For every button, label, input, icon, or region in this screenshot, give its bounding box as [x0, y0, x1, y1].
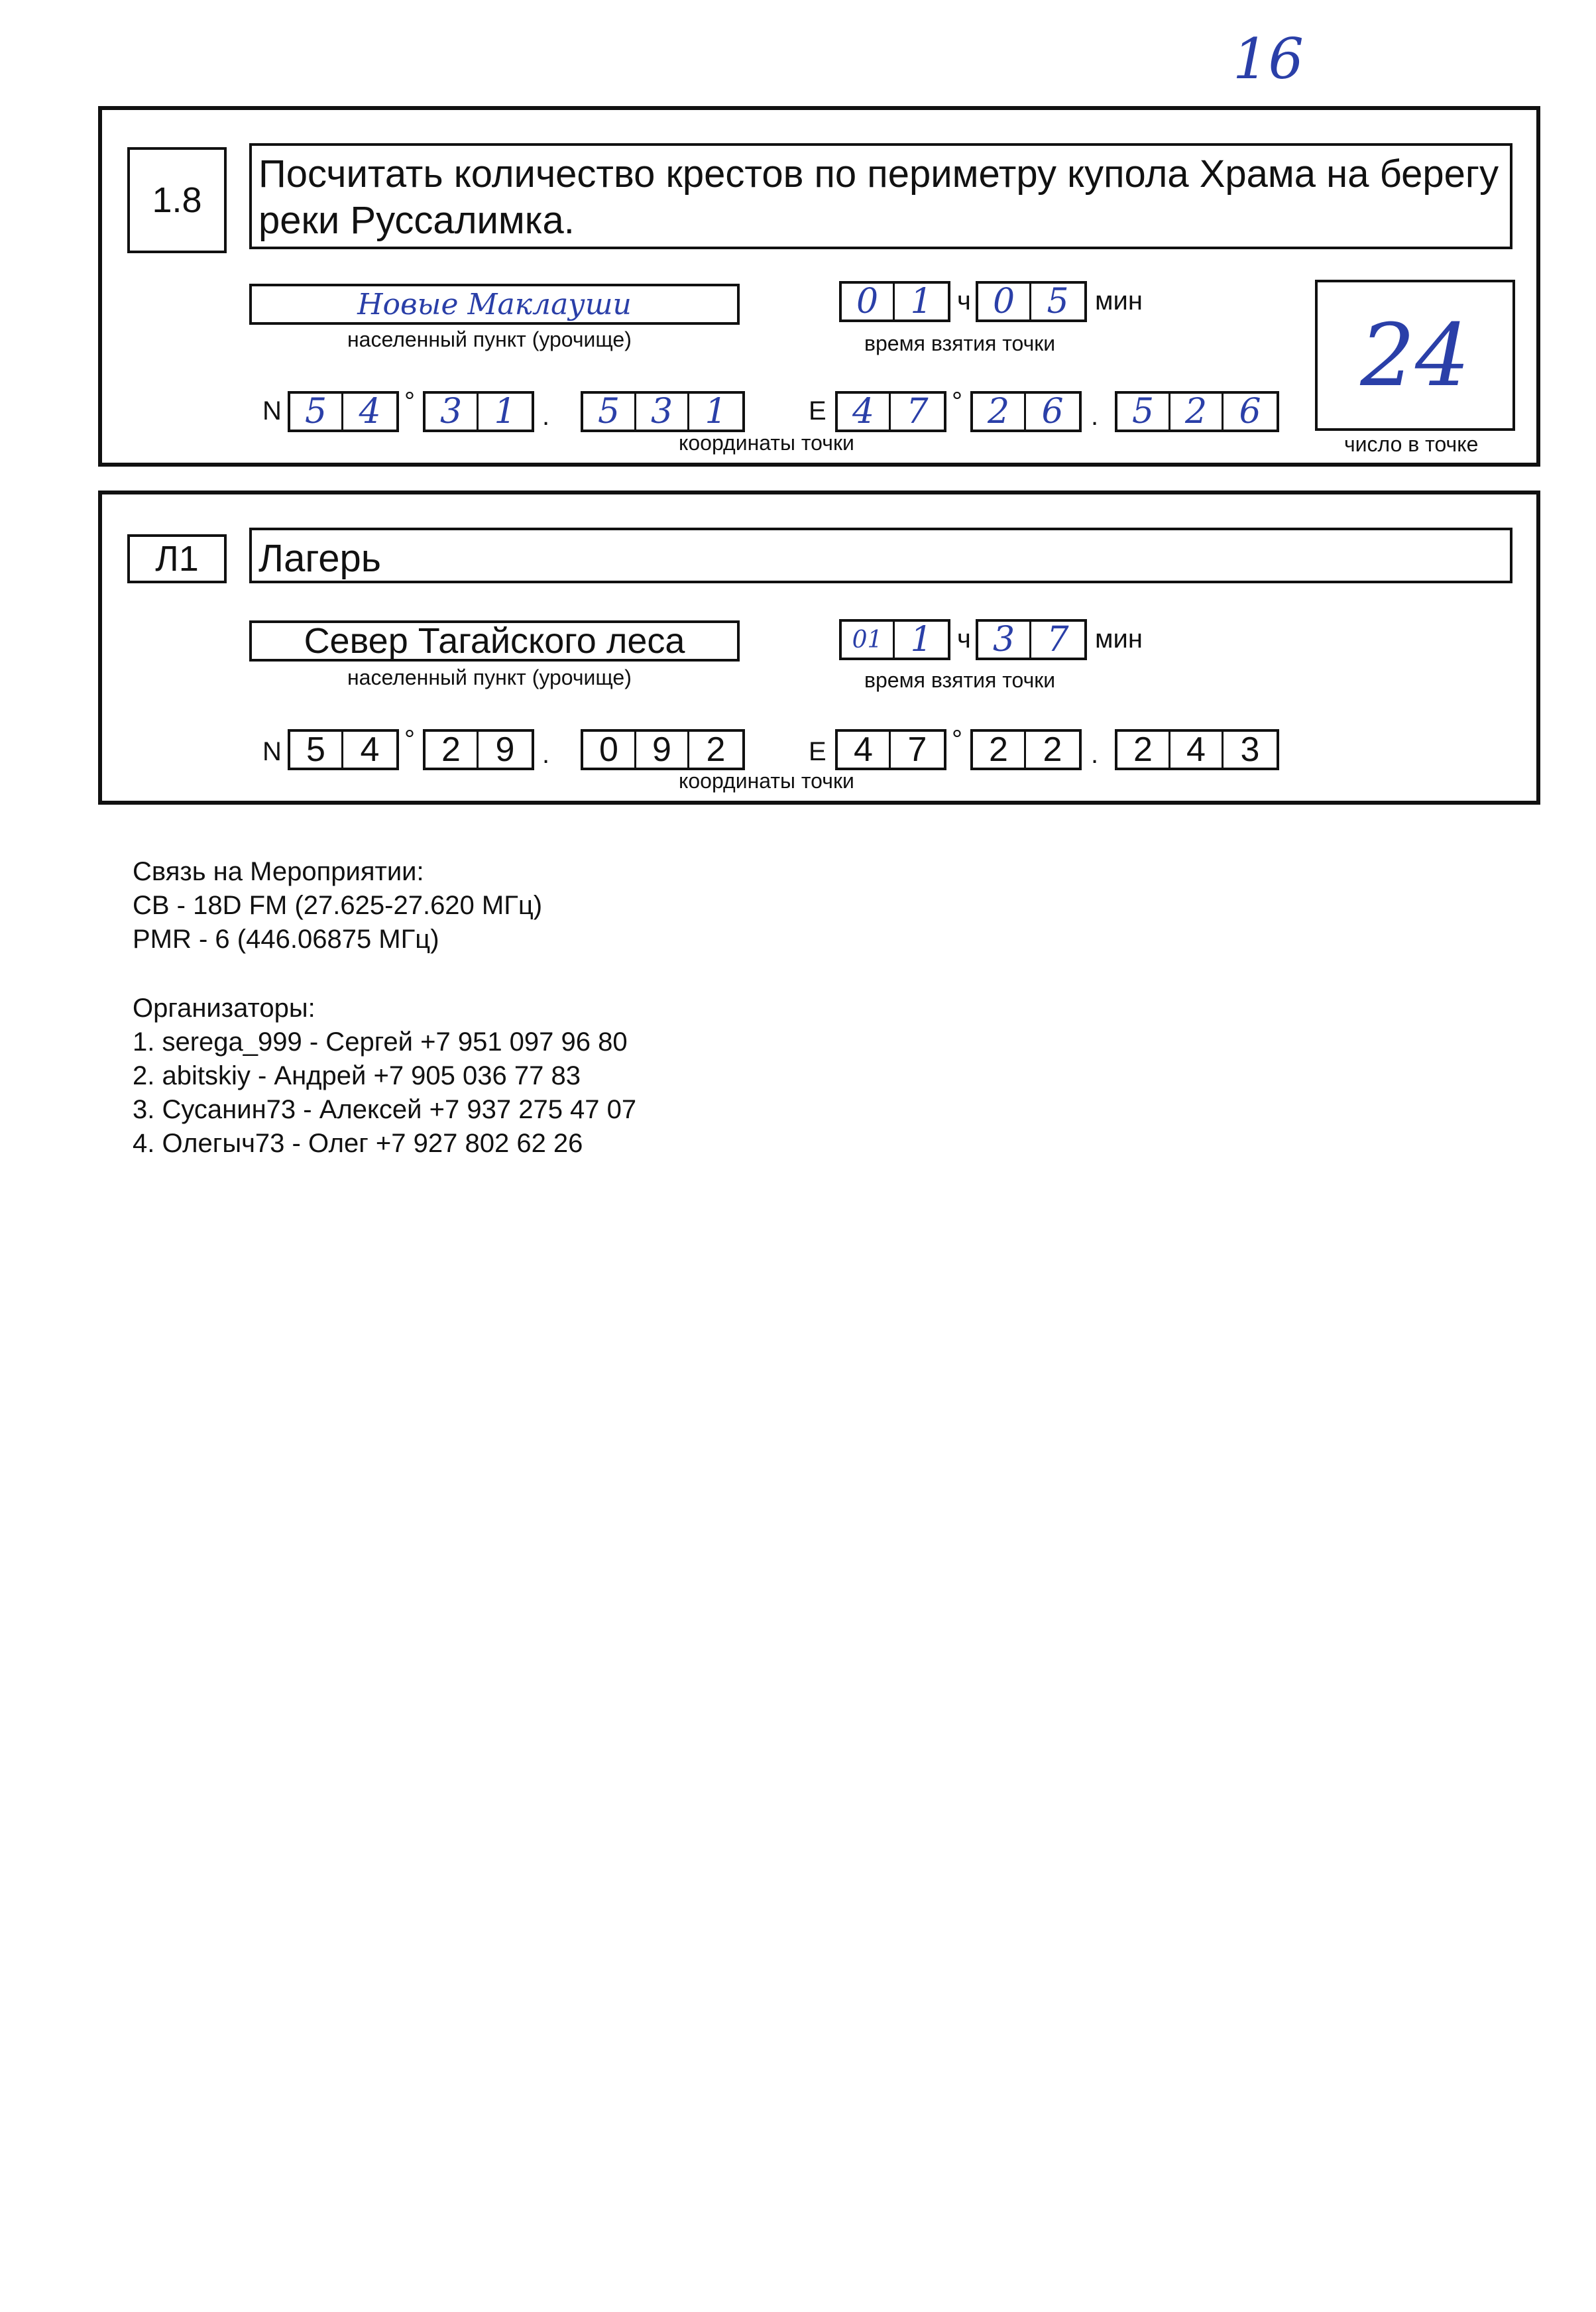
north-fraction-field[interactable] [581, 729, 745, 770]
degree-symbol: ° [952, 725, 962, 754]
digit: 3 [1240, 730, 1260, 769]
time-caption: время взятия точки [864, 331, 1056, 355]
coords-caption: координаты точки [679, 431, 854, 455]
time-minutes-field[interactable] [976, 281, 1087, 322]
digit: 4 [1170, 732, 1224, 768]
time-hours-field[interactable] [839, 619, 950, 660]
coords-caption: координаты точки [679, 769, 854, 793]
camp-title: Лагерь [249, 528, 1512, 583]
digit: 4 [359, 392, 381, 432]
time-minutes-field[interactable] [976, 619, 1087, 660]
digit: 1 [705, 392, 727, 432]
radio-heading: Связь на Мероприятии: [133, 857, 424, 886]
task-panel [98, 106, 1540, 467]
digit: 4 [838, 394, 891, 430]
digit: 2 [1117, 732, 1170, 768]
east-label: E [809, 737, 826, 766]
east-minutes-field[interactable] [970, 729, 1082, 770]
dot-symbol: . [542, 740, 550, 769]
organizer-line: 3. Сусанин73 - Алексей +7 937 275 47 07 [133, 1095, 637, 1124]
organizer-line: 4. Олегыч73 - Олег +7 927 802 62 26 [133, 1129, 583, 1158]
digit: 2 [706, 730, 726, 769]
time-caption: время взятия точки [864, 668, 1056, 692]
digit: 5 [1117, 394, 1170, 430]
camp-number: Л1 [127, 534, 227, 583]
digit: 9 [636, 732, 689, 768]
digit: 5 [290, 732, 343, 768]
north-fraction-field[interactable] [581, 391, 745, 432]
north-degrees-field[interactable] [288, 391, 399, 432]
time-hours-field[interactable] [839, 281, 950, 322]
radio-line: CB - 18D FM (27.625-27.620 МГц) [133, 891, 543, 920]
settlement-caption: населенный пункт (урочище) [347, 665, 632, 689]
digit: 3 [636, 394, 689, 430]
digit: 1 [910, 620, 933, 660]
east-degrees-field[interactable] [835, 729, 946, 770]
organizer-line: 1. serega_999 - Сергей +7 951 097 96 80 [133, 1027, 628, 1057]
settlement-field[interactable] [249, 620, 740, 662]
digit: 3 [978, 622, 1031, 658]
digit: 2 [426, 732, 479, 768]
digit: 2 [973, 732, 1026, 768]
degree-symbol: ° [404, 725, 415, 754]
dot-symbol: . [1091, 740, 1099, 769]
north-minutes-field[interactable] [423, 729, 534, 770]
camp-panel [98, 491, 1540, 805]
digit: 6 [1041, 392, 1064, 432]
degree-symbol: ° [404, 387, 415, 416]
digit: 5 [1047, 282, 1069, 321]
settlement-field[interactable] [249, 284, 740, 325]
minutes-label: мин [1095, 286, 1143, 316]
task-number: 1.8 [127, 147, 227, 253]
digit: 6 [1239, 392, 1261, 432]
digit: 7 [906, 392, 929, 432]
degree-symbol: ° [952, 387, 962, 416]
digit: 5 [290, 394, 343, 430]
settlement-value: Север Тагайского леса [304, 621, 685, 661]
answer-field[interactable] [1315, 280, 1515, 431]
north-label: N [262, 396, 282, 426]
digit: 4 [838, 732, 891, 768]
organizer-line: 2. abitskiy - Андрей +7 905 036 77 83 [133, 1061, 581, 1090]
digit: 7 [1047, 620, 1069, 660]
east-degrees-field[interactable] [835, 391, 946, 432]
digit: 2 [973, 394, 1026, 430]
east-label: E [809, 396, 826, 426]
radio-info [133, 855, 542, 956]
digit: 7 [907, 730, 927, 769]
minutes-label: мин [1095, 624, 1143, 654]
answer-value: 24 [1360, 305, 1470, 406]
digit: 4 [360, 730, 380, 769]
hours-label: ч [957, 286, 971, 316]
digit: 5 [583, 394, 636, 430]
east-fraction-field[interactable] [1115, 391, 1279, 432]
answer-caption: число в точке [1344, 432, 1479, 456]
north-label: N [262, 737, 282, 766]
settlement-caption: населенный пункт (урочище) [347, 327, 632, 351]
settlement-value: Новые Маклауши [357, 287, 632, 321]
east-fraction-field[interactable] [1115, 729, 1279, 770]
dot-symbol: . [1091, 402, 1099, 431]
digit: 0 [842, 284, 895, 319]
digit: 01 [842, 622, 895, 658]
digit: 3 [426, 394, 479, 430]
digit: 1 [494, 392, 516, 432]
digit: 0 [583, 732, 636, 768]
east-minutes-field[interactable] [970, 391, 1082, 432]
north-degrees-field[interactable] [288, 729, 399, 770]
task-title: Посчитать количество крестов по периметру купола Храма на берегу реки Руссалимка. [249, 143, 1512, 249]
digit: 9 [495, 730, 515, 769]
north-minutes-field[interactable] [423, 391, 534, 432]
digit: 0 [978, 284, 1031, 319]
digit: 2 [1170, 394, 1224, 430]
radio-line: PMR - 6 (446.06875 МГц) [133, 925, 439, 954]
handwritten-page-number: 16 [1233, 27, 1304, 91]
digit: 1 [910, 282, 933, 321]
organizers-heading: Организаторы: [133, 994, 315, 1023]
dot-symbol: . [542, 402, 550, 431]
organizers-info [133, 992, 636, 1161]
digit: 2 [1043, 730, 1062, 769]
hours-label: ч [957, 624, 971, 654]
